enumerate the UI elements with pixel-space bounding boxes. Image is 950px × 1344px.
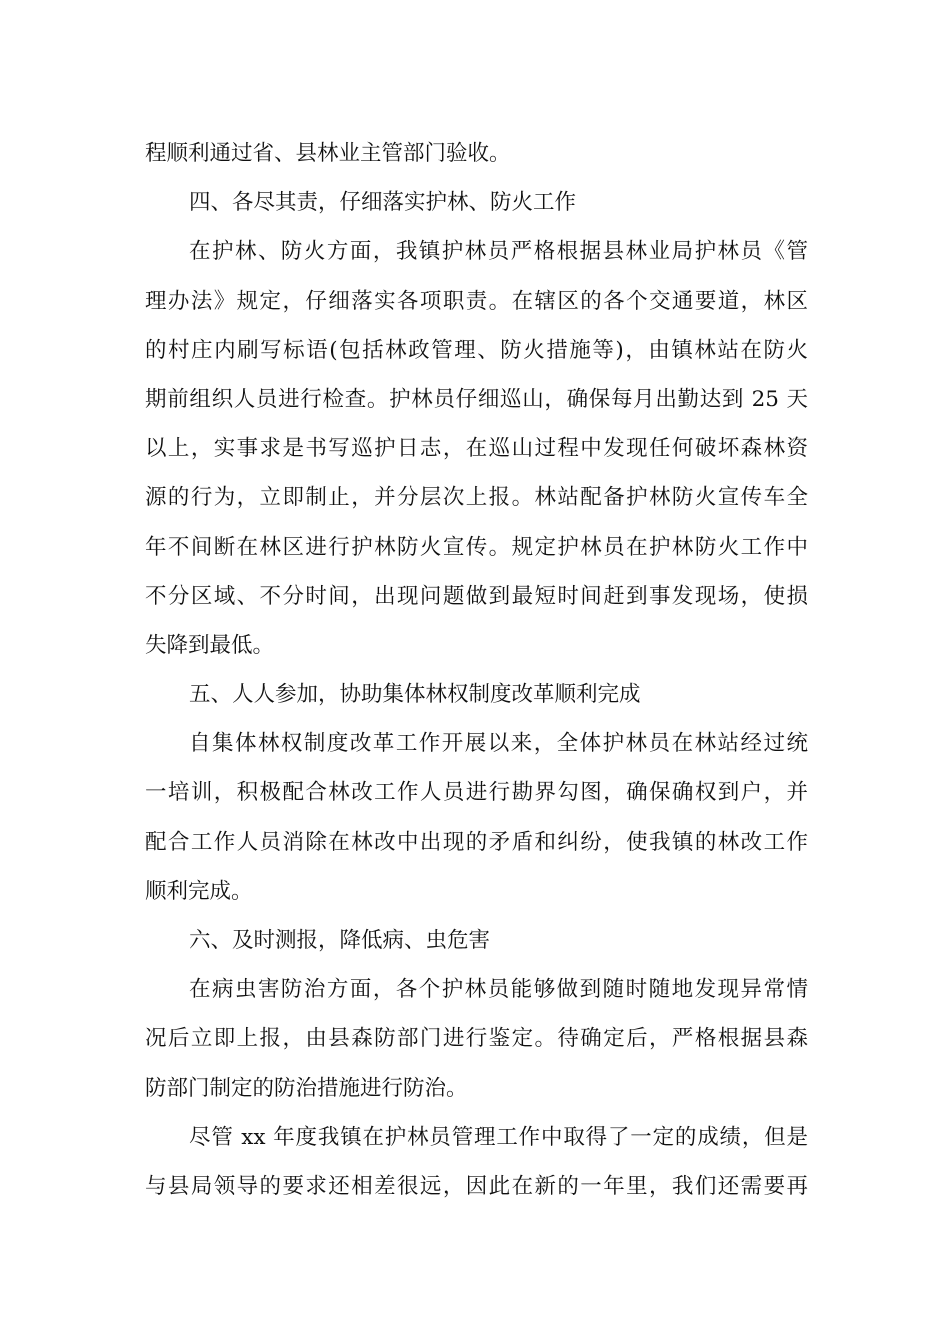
text-line: 失降到最低。 xyxy=(145,632,275,658)
text-line: 尽管 xx 年度我镇在护林员管理工作中取得了一定的成绩，但是 xyxy=(189,1124,808,1150)
text-line: 自集体林权制度改革工作开展以来，全体护林员在林站经过统 xyxy=(189,731,808,757)
text-line: 以上，实事求是书写巡护日志，在巡山过程中发现任何破坏森林资 xyxy=(145,436,808,462)
text-line: 四、各尽其责，仔细落实护林、防火工作 xyxy=(189,190,577,216)
text-line: 防部门制定的防治措施进行防治。 xyxy=(145,1075,468,1101)
text-line: 年不间断在林区进行护林防火宣传。规定护林员在护林防火工作中 xyxy=(145,534,808,560)
text-line: 一培训，积极配合林改工作人员进行勘界勾图，确保确权到户，并 xyxy=(145,780,808,806)
text-line: 况后立即上报，由县森防部门进行鉴定。待确定后，严格根据县森 xyxy=(145,1026,808,1052)
text-line: 期前组织人员进行检查。护林员仔细巡山，确保每月出勤达到 25 天 xyxy=(145,386,808,412)
text-line: 六、及时测报，降低病、虫危害 xyxy=(189,928,491,953)
text-line: 的村庄内刷写标语(包括林政管理、防火措施等)，由镇林站在防火 xyxy=(145,337,808,363)
text-line: 理办法》规定，仔细落实各项职责。在辖区的各个交通要道，林区 xyxy=(145,288,808,314)
text-line: 程顺利通过省、县林业主管部门验收。 xyxy=(145,141,511,166)
text-line: 与县局领导的要求还相差很远，因此在新的一年里，我们还需要再 xyxy=(145,1173,808,1199)
text-line: 顺利完成。 xyxy=(145,878,253,904)
document-body xyxy=(145,129,808,1211)
text-line: 五、人人参加，协助集体林权制度改革顺利完成 xyxy=(189,682,641,708)
text-line: 配合工作人员消除在林改中出现的矛盾和纠纷，使我镇的林改工作 xyxy=(145,829,808,855)
text-line: 源的行为，立即制止，并分层次上报。林站配备护林防火宣传车全 xyxy=(145,485,808,511)
text-line: 在病虫害防治方面，各个护林员能够做到随时随地发现异常情 xyxy=(189,977,808,1003)
text-line: 不分区域、不分时间，出现问题做到最短时间赶到事发现场，使损 xyxy=(145,583,808,609)
text-line: 在护林、防火方面，我镇护林员严格根据县林业局护林员《管 xyxy=(189,239,808,265)
